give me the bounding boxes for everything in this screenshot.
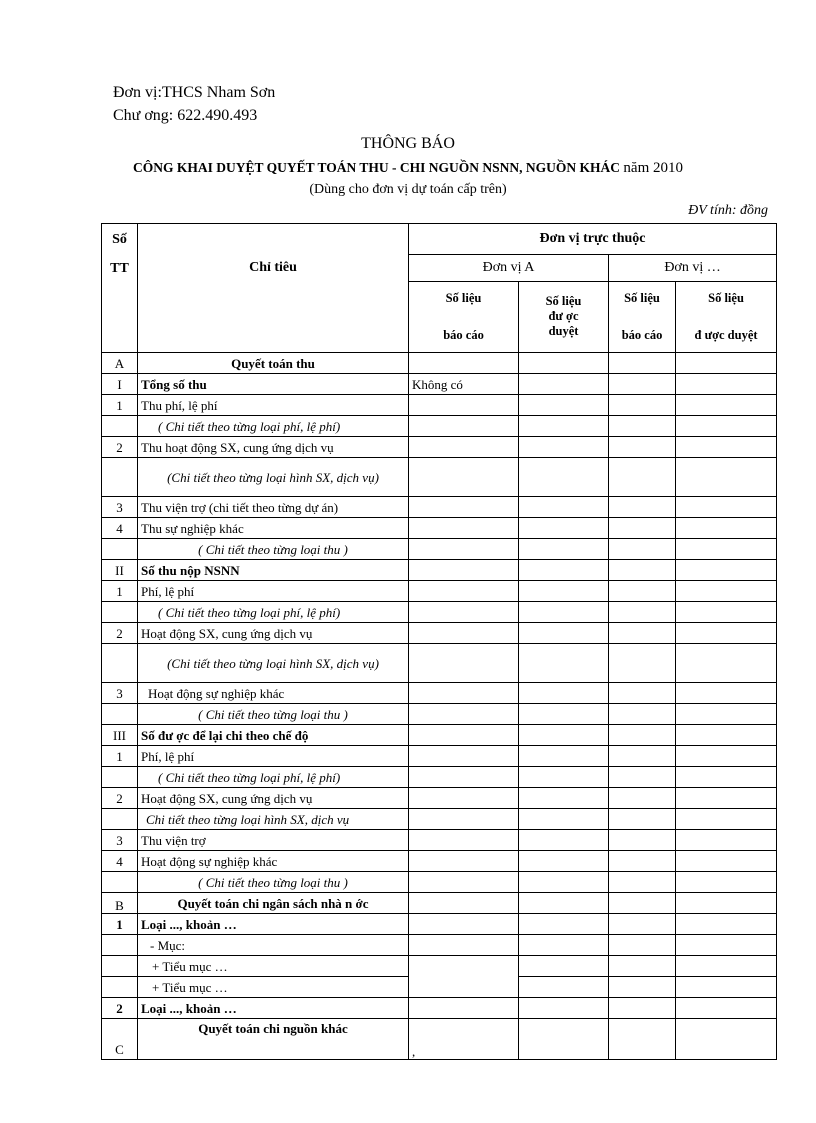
row-label: Thu viện trợ [138,830,409,851]
table-row [102,788,777,809]
table-row [102,683,777,704]
row-stt: II [102,560,138,581]
table-row [102,437,777,458]
doc-year: năm 2010 [623,160,683,176]
settlement-table [101,223,777,1060]
reported-other-top: Số liệu [624,290,660,305]
table-row [102,539,777,560]
row-stt: 2 [102,788,138,809]
approved-a-bottom: duyệt [548,324,579,339]
unit-group-header: Đơn vị trực thuộc [409,224,777,255]
approved-other-top: Số liệu [708,290,744,305]
row-stt: 1 [102,395,138,416]
row-label: ( Chi tiết theo từng loại thu ) [138,704,409,725]
row-stt [102,872,138,893]
row-label: Quyết toán chi ngân sách nhà n ớc [138,893,409,914]
table-row [102,998,777,1019]
row-label: Số thu nộp NSNN [138,560,409,581]
row-stt: I [102,374,138,395]
row-stt: 3 [102,683,138,704]
row-label: + Tiểu mục … [138,956,409,977]
reported-a-header [409,281,519,352]
row-stt: 1 [102,914,138,935]
approved-a-top: Số liệu [545,294,582,309]
approved-other-bottom: đ ược duyệt [694,327,758,342]
row-stt: 4 [102,851,138,872]
row-stt [102,602,138,623]
row-stt: 2 [102,437,138,458]
table-row [102,746,777,767]
table-row [102,956,777,977]
table-row [102,872,777,893]
row-stt: 3 [102,497,138,518]
row-label: Tổng số thu [138,374,409,395]
table-row [102,809,777,830]
row-label: Phí, lệ phí [138,746,409,767]
row-stt [102,809,138,830]
table-row [102,518,777,539]
table-row [102,581,777,602]
row-label: Loại ..., khoản … [138,998,409,1019]
reported-other-bottom: báo cáo [621,327,663,342]
row-stt: 2 [102,998,138,1019]
row-label: ( Chi tiết theo từng loại phí, lệ phí) [138,767,409,788]
row-stt [102,767,138,788]
row-stt: III [102,725,138,746]
row-label: Thu viện trợ (chi tiết theo từng dự án) [138,497,409,518]
doc-note: (Dùng cho đơn vị dự toán cấp trên) [309,182,507,197]
row-stt: 2 [102,623,138,644]
row-label: Quyết toán thu [138,353,409,374]
row-stt [102,458,138,497]
table-row [102,935,777,956]
table-row [102,644,777,683]
table-row [102,767,777,788]
table-row [102,458,777,497]
row-label: ( Chi tiết theo từng loại phí, lệ phí) [138,602,409,623]
row-label: Phí, lệ phí [138,581,409,602]
approved-a-mid: đư ợc [548,309,579,324]
row-label: Hoạt động sự nghiệp khác [138,683,409,704]
row-label: - Mục: [138,935,409,956]
row-label: Quyết toán chi nguồn khác [138,1019,409,1060]
row-label: Loại ..., khoản … [138,914,409,935]
approved-a-header [519,281,609,352]
table-row [102,602,777,623]
unit-other-header: Đơn vị … [609,254,777,281]
row-label: Số đư ợc để lại chi theo chế độ [138,725,409,746]
doc-title: THÔNG BÁO [361,135,455,152]
currency-unit: ĐV tính: đồng [688,203,768,218]
row-label: Chi tiết theo từng loại hình SX, dịch vụ [138,809,409,830]
chapter-code: Chư ơng: 622.490.493 [113,107,258,124]
row-label: Hoạt động SX, cung ứng dịch vụ [138,788,409,809]
header-row-1 [102,224,777,255]
row-value: Không có [409,374,519,395]
table-row [102,497,777,518]
approved-other-header [676,281,777,352]
unit-a-header: Đơn vị A [409,254,609,281]
row-label: (Chi tiết theo từng loại hình SX, dịch vụ) [138,644,409,683]
row-value: , [409,1019,519,1060]
table-row [102,725,777,746]
table-row [102,623,777,644]
doc-subtitle [0,160,816,177]
table-row [102,1019,777,1060]
row-stt [102,539,138,560]
row-stt: 1 [102,746,138,767]
row-label: ( Chi tiết theo từng loại thu ) [138,539,409,560]
reported-other-header [609,281,676,352]
row-stt [102,644,138,683]
row-label: ( Chi tiết theo từng loại thu ) [138,872,409,893]
table-row [102,914,777,935]
row-label: Hoạt động sự nghiệp khác [138,851,409,872]
row-label: Thu sự nghiệp khác [138,518,409,539]
table-row [102,893,777,914]
stt-header [102,224,138,353]
row-stt [102,977,138,998]
table-row [102,416,777,437]
row-stt [102,416,138,437]
row-stt: 3 [102,830,138,851]
row-stt: 4 [102,518,138,539]
row-stt: 1 [102,581,138,602]
row-stt [102,935,138,956]
row-stt: B [102,893,138,914]
stt-header-bottom: TT [110,261,129,276]
row-stt: C [102,1019,138,1060]
row-label: Thu hoạt động SX, cung ứng dịch vụ [138,437,409,458]
table-row [102,374,777,395]
row-label: ( Chi tiết theo từng loại phí, lệ phí) [138,416,409,437]
row-label: + Tiểu mục … [138,977,409,998]
reported-a-top: Số liệu [445,290,482,305]
reported-a-bottom: báo cáo [443,327,484,342]
stt-header-top: Số [112,232,127,247]
row-label: Hoạt động SX, cung ứng dịch vụ [138,623,409,644]
row-stt: A [102,353,138,374]
table-row [102,704,777,725]
table-row [102,560,777,581]
doc-subtitle-text: CÔNG KHAI DUYỆT QUYẾT TOÁN THU - CHI NGUỒN NSNN, NGUỒN KHÁC [132,160,621,175]
table-row [102,353,777,374]
row-label: Thu phí, lệ phí [138,395,409,416]
table-row [102,830,777,851]
row-stt [102,956,138,977]
unit-name: Đơn vị:THCS Nham Sơn [113,84,276,101]
row-label: (Chi tiết theo từng loại hình SX, dịch vụ) [138,458,409,497]
indicator-header: Chỉ tiêu [138,224,409,353]
row-stt [102,704,138,725]
table-row [102,851,777,872]
table-row [102,395,777,416]
